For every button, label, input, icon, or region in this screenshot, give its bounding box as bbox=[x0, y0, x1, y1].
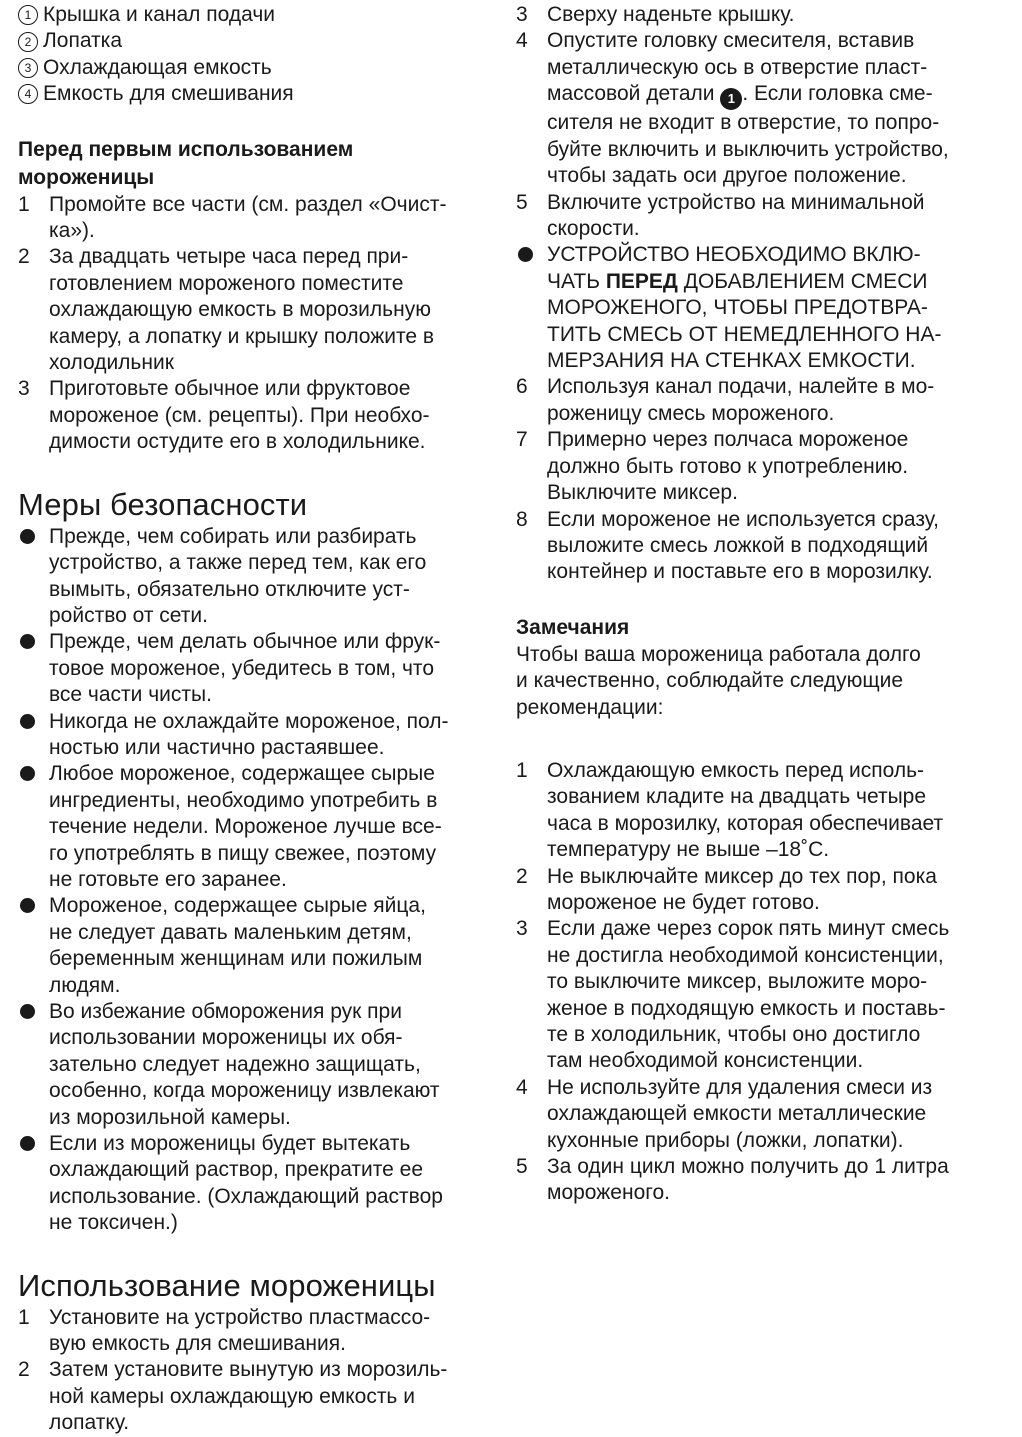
bullet-item: Во избежание обморожения рук при использовании мороженицы их обя- зательно следует надежно защищать, особенно, когда мороженицу извлекают из морозильной камеры. bbox=[18, 999, 493, 1131]
step-item: 4 Опустите головку смесителя, вставив металлическую ось в отверстие пласт- массовой детали 1 . Если головка сме- сителя не входит в отверстие, то попро- буйте включить и выключить устройство, чтобы задать оси другое положение. bbox=[516, 29, 949, 188]
part-item: 1 Крышка и канал подачи bbox=[18, 2, 493, 28]
bullet-item: Прежде, чем собирать или разбирать устройство, а также перед тем, как его вымыть, обязательно отключите уст- ройство от сети. bbox=[18, 524, 493, 630]
step-item: 1 Промойте все части (см. раздел «Очист- ка»). bbox=[18, 192, 447, 243]
bullet-item: Прежде, чем делать обычное или фрук- товое мороженое, убедитесь в том, что все части чисты. bbox=[18, 629, 493, 708]
note-item: 4 Не используйте для удаления смеси из охлаждающей емкости металлические кухонные приборы (ложки, лопатки). bbox=[516, 1075, 933, 1152]
bullet-icon bbox=[20, 714, 35, 729]
bullet-icon bbox=[20, 1136, 35, 1151]
bullet-icon bbox=[20, 898, 35, 913]
left-column bbox=[18, 0, 493, 1437]
bullet-icon bbox=[20, 766, 35, 781]
section-title: Использование мороженицы bbox=[18, 1267, 436, 1303]
warning-item: УСТРОЙСТВО НЕОБХОДИМО ВКЛЮ- ЧАТЬ ПЕРЕД ДОБАВЛЕНИЕМ СМЕСИ МОРОЖЕНОГО, ЧТОБЫ ПРЕДОТВРА- ТИТЬ СМЕСЬ ОТ НЕМЕДЛЕННОГО НА- МЕРЗАНИЯ НА СТЕНКАХ ЕМКОСТИ. bbox=[516, 242, 996, 374]
section-heading: Замечания bbox=[516, 615, 630, 639]
step-item: 5 Включите устройство на минимальной скорости. bbox=[516, 190, 925, 241]
number-circle-icon: 3 bbox=[18, 58, 38, 78]
bullet-icon bbox=[20, 529, 35, 544]
parts-list bbox=[18, 2, 493, 108]
bullet-item: Мороженое, содержащее сырые яйца, не следует давать маленьким детям, беременным женщинам или пожилым людям. bbox=[18, 893, 493, 999]
bullet-icon bbox=[20, 1004, 35, 1019]
bullet-icon bbox=[20, 634, 35, 649]
step-item: 6 Используя канал подачи, налейте в мо- роженицу смесь мороженого. bbox=[516, 375, 935, 425]
part-item: 2 Лопатка bbox=[18, 28, 493, 54]
bullet-item: Если из мороженицы будет вытекать охлаждающий раствор, прекратите ее использование. (Охлаждающий раствор не токсичен.) bbox=[18, 1131, 493, 1237]
part-marker-icon: 1 bbox=[720, 88, 742, 110]
note-item: 1 Охлаждающую емкость перед исполь- зованием кладите на двадцать четыре часа в морозилку, которая обеспечивает температуру не выше –18˚С. bbox=[516, 758, 944, 862]
part-item: 4 Емкость для смешивания bbox=[18, 81, 493, 107]
note-item: 3 Если даже через сорок пять минут смесь не достигла необходимой консистенции, то выключите миксер, выложите моро- женое в подходящую емкость и поставь- те в холодильник, чтобы оно достигло там необходимой консистенции. bbox=[516, 917, 950, 1073]
step-item: 1 Установите на устройство пластмассо- вую емкость для смешивания. bbox=[18, 1305, 431, 1356]
notes-section bbox=[516, 614, 996, 1207]
step-item: 2 Затем установите вынутую из морозиль- ной камеры охлаждающую емкость и лопатку. bbox=[18, 1358, 448, 1435]
note-item: 2 Не выключайте миксер до тех пор, пока мороженое не будет готово. bbox=[516, 864, 937, 914]
bullet-icon bbox=[518, 247, 533, 262]
before-first-use-section bbox=[18, 136, 493, 456]
right-column bbox=[516, 0, 996, 1207]
notes-intro: Чтобы ваша мороженица работала долго и качественно, соблюдайте следующие рекомендации: bbox=[516, 642, 921, 719]
number-circle-icon: 2 bbox=[18, 32, 38, 52]
step-item: 3 Сверху наденьте крышку. bbox=[516, 3, 795, 26]
step-item: 7 Примерно через полчаса мороженое должно быть готово к употреблению. Выключите миксер. bbox=[516, 428, 909, 505]
note-item: 5 За один цикл можно получить до 1 литра мороженого. bbox=[516, 1155, 949, 1205]
bullet-item: Любое мороженое, содержащее сырые ингредиенты, необходимо употребить в течение недели. Мороженое лучше все- го употреблять в пищу свежее, поэтому не готовьте его заранее. bbox=[18, 761, 493, 893]
step-item: 8 Если мороженое не используется сразу, выложите смесь ложкой в подходящий контейнер и поставьте его в морозилку. bbox=[516, 507, 939, 584]
usage-section bbox=[18, 1267, 493, 1437]
section-heading: Перед первым использованием мороженицы bbox=[18, 137, 354, 189]
section-title: Меры безопасности bbox=[18, 486, 308, 522]
step-item: 2 За двадцать четыре часа перед при- готовлением мороженого поместите охлаждающую емкость в морозильную камеру, а лопатку и крышку положите в холодильник bbox=[18, 245, 435, 375]
step-item: 3 Приготовьте обычное или фруктовое мороженое (см. рецепты). При необхо- димости остудите его в холодильнике. bbox=[18, 377, 430, 454]
bullet-item: Никогда не охлаждайте мороженое, пол- ностью или частично растаявшее. bbox=[18, 709, 493, 762]
usage-continued bbox=[516, 2, 996, 586]
safety-section bbox=[18, 486, 493, 1237]
number-circle-icon: 4 bbox=[18, 84, 38, 104]
part-item: 3 Охлаждающая емкость bbox=[18, 55, 493, 81]
number-circle-icon: 1 bbox=[18, 5, 38, 25]
